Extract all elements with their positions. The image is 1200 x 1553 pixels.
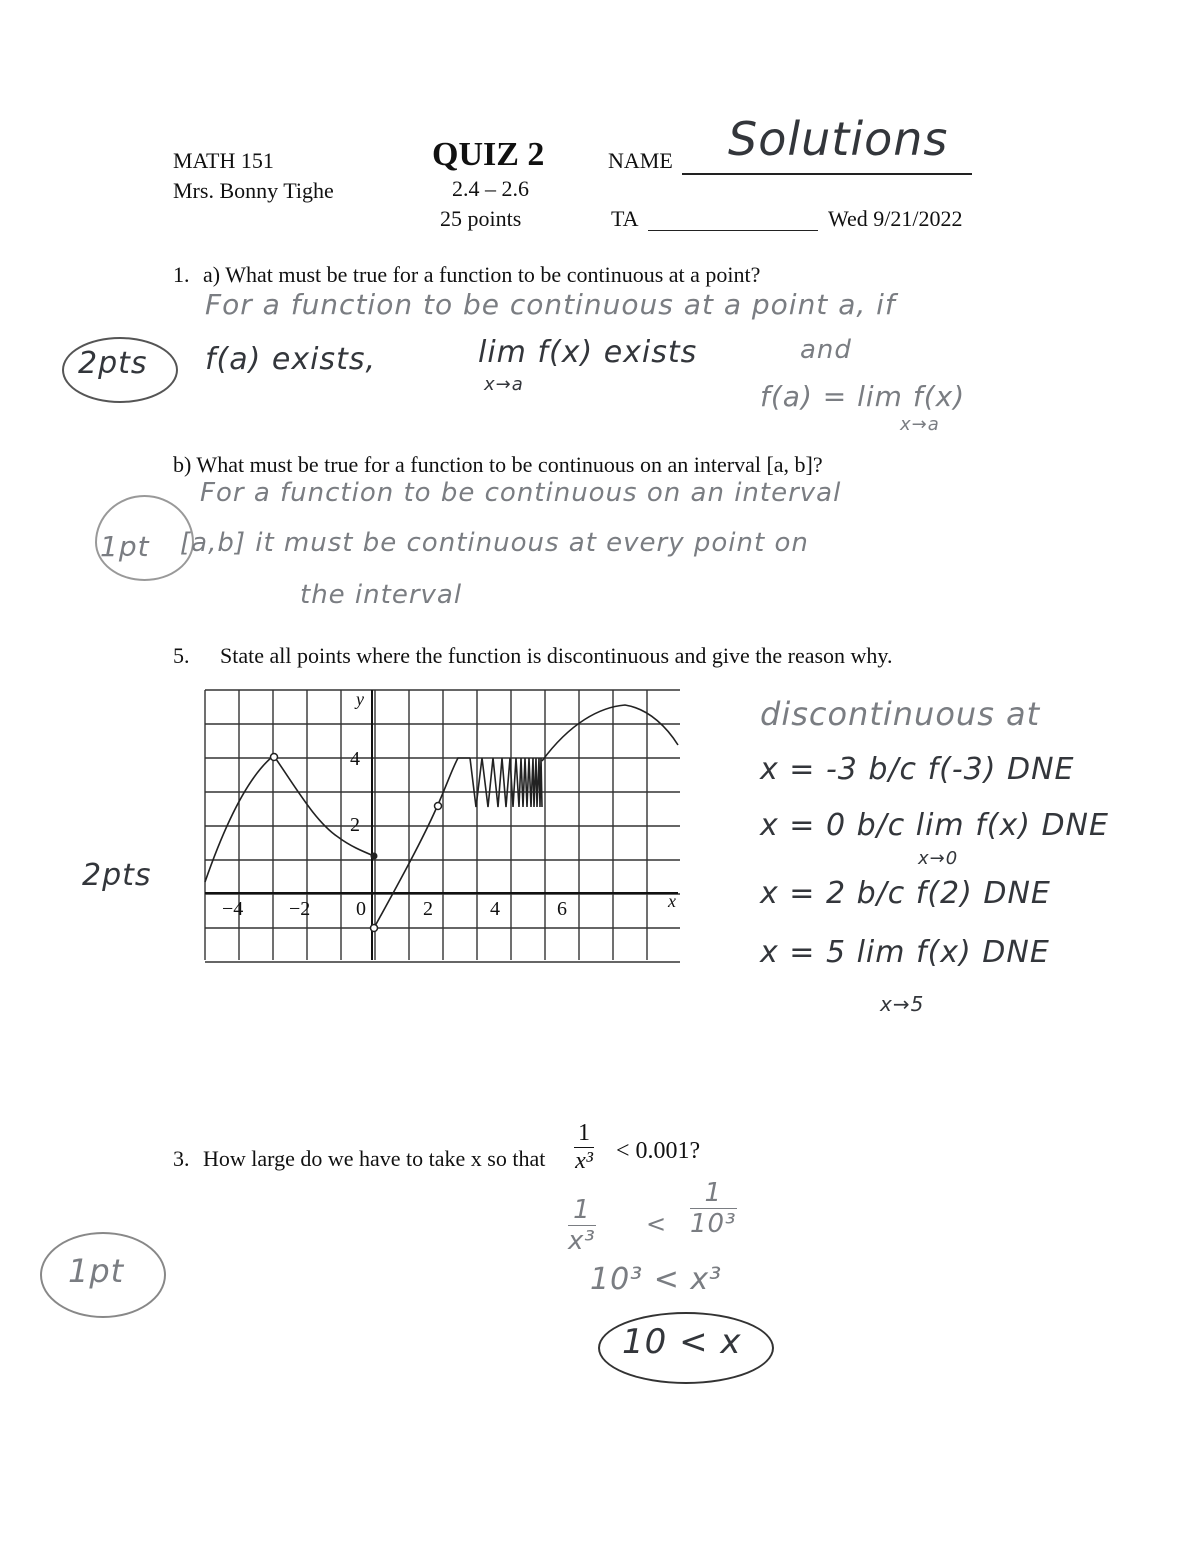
open-point-0-lower <box>371 925 378 932</box>
q1b-answer-line3: the interval <box>300 580 463 610</box>
q3-fraction <box>574 1120 594 1175</box>
open-point-neg3 <box>271 754 278 761</box>
q5-answer-2: x = 0 b/c lim f(x) DNE <box>760 808 1109 843</box>
q1b-answer-line1: For a function to be continuous on an interval <box>200 478 842 508</box>
q5-prompt: State all points where the function is discontinuous and give the reason why. <box>220 643 893 668</box>
q1a-answer-limit: lim f(x) exists <box>478 335 698 370</box>
y-tick-label: 4 <box>350 748 360 770</box>
q1a-score: 2pts <box>78 346 148 381</box>
course-code: MATH 151 <box>173 148 274 173</box>
q3-work-right-den: 10³ <box>690 1209 737 1239</box>
q1a-answer-limit-sub: x→a <box>484 374 524 395</box>
q1a-answer-equality: f(a) = lim f(x) <box>760 380 966 413</box>
ta-label: TA <box>611 206 639 231</box>
q3-work-left-den: x³ <box>568 1226 596 1256</box>
q3-score: 1pt <box>68 1252 125 1290</box>
quiz-date: Wed 9/21/2022 <box>828 206 963 231</box>
instructor: Mrs. Bonny Tighe <box>173 178 334 203</box>
q5-number: 5. <box>173 643 190 668</box>
function-graph <box>200 685 680 965</box>
quiz-sections: 2.4 – 2.6 <box>452 176 529 201</box>
x-tick-label: 2 <box>423 898 433 920</box>
q5-score: 2pts <box>82 858 152 893</box>
x-tick-label: 6 <box>557 898 567 920</box>
x-tick-label: 0 <box>356 898 366 920</box>
curve-segment-oscillation <box>470 758 542 807</box>
q3-fraction-numerator: 1 <box>574 1120 594 1148</box>
q5-answer-4-sub: x→5 <box>880 992 925 1016</box>
x-tick-label: −2 <box>289 898 311 920</box>
q1a-answer-equality-sub: x→a <box>900 414 940 435</box>
q1b-answer-line2: [a,b] it must be continuous at every point on <box>180 528 809 558</box>
q3-number: 3. <box>173 1146 190 1171</box>
x-tick-label: −4 <box>222 898 244 920</box>
q3-work-right-num: 1 <box>690 1178 737 1209</box>
q1a-answer-and: and <box>800 335 852 365</box>
q3-work-right <box>690 1178 737 1239</box>
q3-fraction-denominator: x³ <box>575 1148 593 1174</box>
quiz-title: QUIZ 2 <box>432 136 545 173</box>
name-line <box>682 173 972 175</box>
curve-segment-rising <box>374 758 470 928</box>
q5-answer-1: x = -3 b/c f(-3) DNE <box>760 752 1075 787</box>
q1b-score: 1pt <box>100 530 150 563</box>
q1a-answer-fa-exists: f(a) exists, <box>205 342 376 377</box>
q3-work-left-num: 1 <box>568 1195 596 1226</box>
ta-line <box>648 230 818 231</box>
closed-point-0-upper <box>371 853 378 860</box>
x-tick-label: 4 <box>490 898 500 920</box>
x-axis-label: x <box>668 891 676 911</box>
y-axis-label: y <box>356 689 364 709</box>
name-value: Solutions <box>728 112 949 166</box>
q1-number: 1. <box>173 262 190 287</box>
q3-inequality: < 0.001? <box>616 1138 701 1164</box>
q1a-answer-line1: For a function to be continuous at a point a, if <box>205 288 896 321</box>
q5-answer-3: x = 2 b/c f(2) DNE <box>760 876 1051 911</box>
name-label: NAME <box>608 148 673 173</box>
open-point-2 <box>435 803 442 810</box>
q3-work-op: < <box>646 1210 668 1238</box>
quiz-points: 25 points <box>440 206 522 231</box>
q3-work-line2: 10³ < x³ <box>590 1262 723 1297</box>
curve-segment-arch <box>542 705 678 761</box>
q3-final-answer: 10 < x <box>622 1322 742 1362</box>
q5-answer-heading: discontinuous at <box>760 695 1041 733</box>
y-tick-label: 2 <box>350 814 360 836</box>
q5-answer-2-sub: x→0 <box>918 848 959 869</box>
q5-answer-4: x = 5 lim f(x) DNE <box>760 935 1050 970</box>
q1a-prompt: a) What must be true for a function to be continuous at a point? <box>203 262 761 287</box>
q3-work-left <box>568 1195 596 1256</box>
curve-segment-decreasing <box>276 759 374 856</box>
graph-grid <box>205 690 680 962</box>
q1b-prompt: b) What must be true for a function to be continuous on an interval [a, b]? <box>173 452 823 477</box>
graph-axes <box>205 690 678 960</box>
q3-prompt: How large do we have to take x so that <box>203 1146 546 1171</box>
